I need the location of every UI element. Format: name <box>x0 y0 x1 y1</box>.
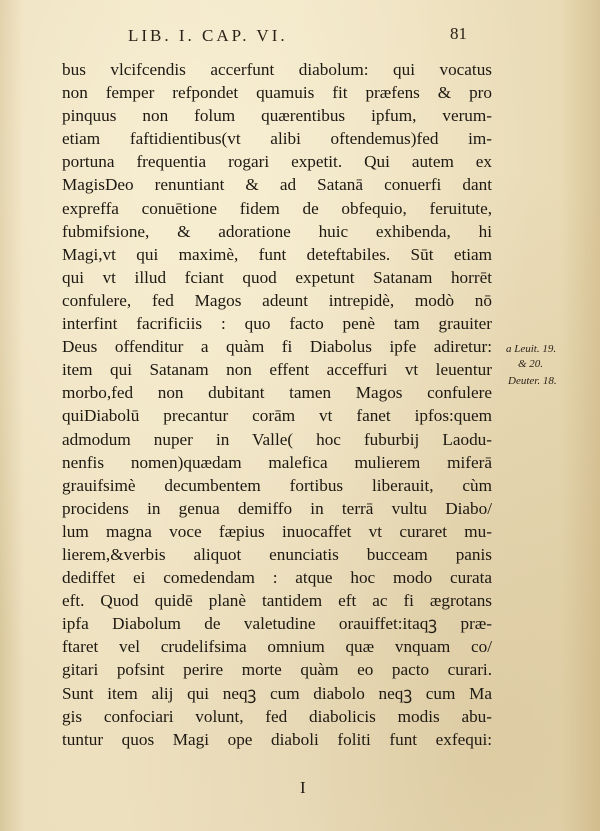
running-head: LIB. I. CAP. VI. <box>128 26 288 45</box>
text-line: lum magna voce fæpius inuocaffet vt curaret mu- <box>62 521 492 541</box>
margin-note-leviticus: a Leuit. 19. <box>506 343 557 355</box>
text-line: pinquus non folum quærentibus ipfum, verum- <box>62 106 492 126</box>
text-line: procidens in genua demiffo in terrā vultu Diabo/ <box>62 498 492 518</box>
text-line: nenfis nomen)quædam malefica mulierem miferā <box>62 452 492 472</box>
text-line: bus vlcifcendis accerfunt diabolum: qui vocatus <box>62 60 492 79</box>
text-line: Magi,vt qui maximè, funt deteftabiles. Sūt etiam <box>62 244 492 264</box>
text-line: gis confociari volunt, fed diabolicis modis abu- <box>62 706 492 726</box>
text-line: non femper refpondet quamuis fit præfens & pro <box>62 83 492 103</box>
text-line: tuntur quos Magi ope diaboli foliti funt exfequi: <box>62 729 492 749</box>
margin-note-deuteronomy: Deuter. 18. <box>508 375 557 387</box>
text-line: lierem,&verbis aliquot enunciatis bucceam panis <box>62 544 492 564</box>
text-line: ftaret vel crudelifsima omnium quæ vnquam co/ <box>62 637 492 657</box>
text-line: MagisDeo renuntiant & ad Satanā conuerfi dant <box>62 175 492 195</box>
signature-mark: I <box>300 778 306 797</box>
margin-note-chapter: & 20. <box>518 358 544 370</box>
text-line: qui vt illud fciant quod expetunt Satanam horrēt <box>62 267 492 287</box>
text-line: morbo,fed non dubitant tamen Magos confulere <box>62 383 492 403</box>
page-number: 81 <box>450 24 467 43</box>
text-line: gitari pofsint perire morte quàm eo pacto curari. <box>62 660 492 680</box>
text-line: Sunt item alij qui neqꝫ cum diabolo neqꝫ cum Ma <box>62 683 492 703</box>
text-line: expreffa conuētione fidem de obfequio, feruitute, <box>62 198 492 218</box>
text-line: item qui Satanam non effent acceffuri vt leuentur <box>62 360 492 380</box>
text-line: eft. Quod quidē planè tantidem eft ac fi ægrotans <box>62 591 492 611</box>
text-line: ipfa Diabolum de valetudine orauiffet:itaqꝫ præ- <box>62 614 492 634</box>
text-line: Deus offenditur a quàm fi Diabolus ipfe adiretur: <box>62 337 492 357</box>
text-line: confulere, fed Magos adeunt intrepidè, modò nō <box>62 290 492 310</box>
body-text <box>62 58 492 751</box>
text-line: dediffet ei comedendam : atque hoc modo curata <box>62 568 492 588</box>
text-line: admodum nuper in Valle( hoc fuburbij Laodu- <box>62 429 492 449</box>
text-line: portuna frequentia rogari expetit. Qui autem ex <box>62 152 492 172</box>
text-line: interfint facrificiis : quo facto penè tam grauiter <box>62 314 492 334</box>
text-line: etiam faftidientibus(vt alibi oftendemus)fed im- <box>62 129 492 149</box>
text-line: quiDiabolū precantur corām vt fanet ipfos:quem <box>62 406 492 426</box>
text-line: grauifsimè decumbentem fortibus liberauit, cùm <box>62 475 492 495</box>
text-line: fubmifsione, & adoratione huic exhibenda, hi <box>62 221 492 241</box>
